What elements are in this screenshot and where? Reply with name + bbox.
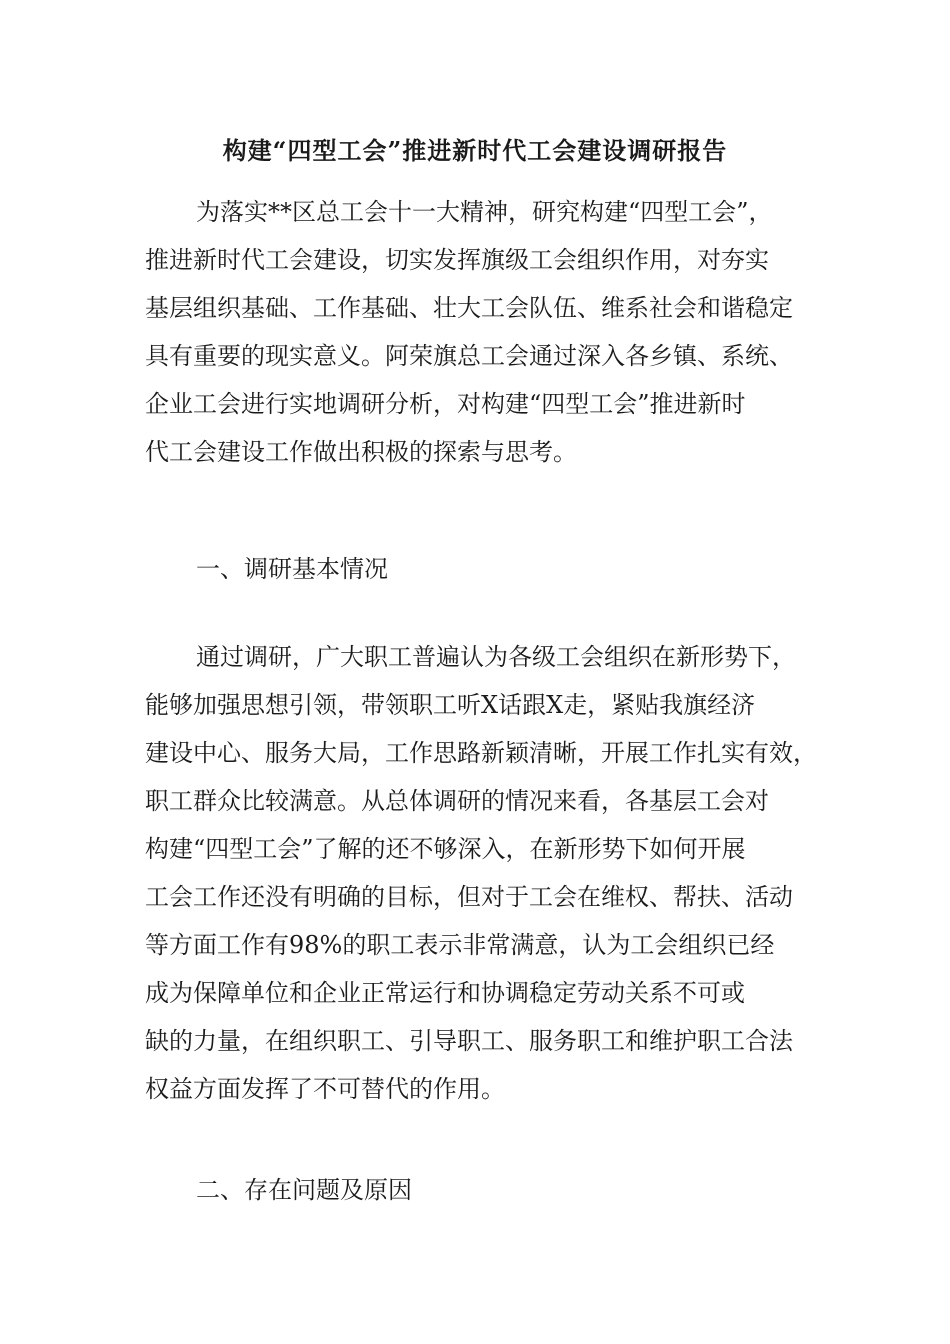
paragraph-line: 基层组织基础、工作基础、壮大工会队伍、维系社会和谐稳定 (145, 294, 793, 322)
paragraph-line: 建设中心、服务大局，工作思路新颖清晰，开展工作扎实有效， (145, 739, 817, 767)
paragraph-line: 职工群众比较满意。从总体调研的情况来看，各基层工会对 (145, 787, 769, 815)
paragraph-line: 通过调研，广大职工普遍认为各级工会组织在新形势下， (196, 643, 796, 671)
paragraph-line: 缺的力量，在组织职工、引导职工、服务职工和维护职工合法 (145, 1027, 793, 1055)
section-heading-1: 一、调研基本情况 (196, 555, 388, 583)
paragraph-line: 工会工作还没有明确的目标，但对于工会在维权、帮扶、活动 (145, 883, 793, 911)
paragraph-line: 推进新时代工会建设，切实发挥旗级工会组织作用，对夯实 (145, 246, 769, 274)
paragraph-survey (145, 633, 817, 1113)
paragraph-line: 具有重要的现实意义。阿荣旗总工会通过深入各乡镇、系统、 (145, 342, 793, 370)
paragraph-line: 等方面工作有98%的职工表示非常满意，认为工会组织已经 (145, 931, 775, 959)
paragraph-line: 构建“四型工会”了解的还不够深入，在新形势下如何开展 (145, 835, 746, 863)
paragraph-line: 代工会建设工作做出积极的探索与思考。 (145, 438, 577, 466)
paragraph-line: 成为保障单位和企业正常运行和协调稳定劳动关系不可或 (145, 979, 745, 1007)
paragraph-line: 为落实**区总工会十一大精神，研究构建“四型工会”， (196, 198, 773, 226)
section-heading-2: 二、存在问题及原因 (196, 1176, 412, 1204)
paragraph-line: 能够加强思想引领，带领职工听X话跟X走，紧贴我旗经济 (145, 691, 756, 719)
paragraph-line: 企业工会进行实地调研分析，对构建“四型工会”推进新时 (145, 390, 746, 418)
paragraph-intro (145, 188, 793, 476)
paragraph-line: 权益方面发挥了不可替代的作用。 (145, 1075, 505, 1103)
document-title: 构建“四型工会”推进新时代工会建设调研报告 (222, 136, 728, 165)
